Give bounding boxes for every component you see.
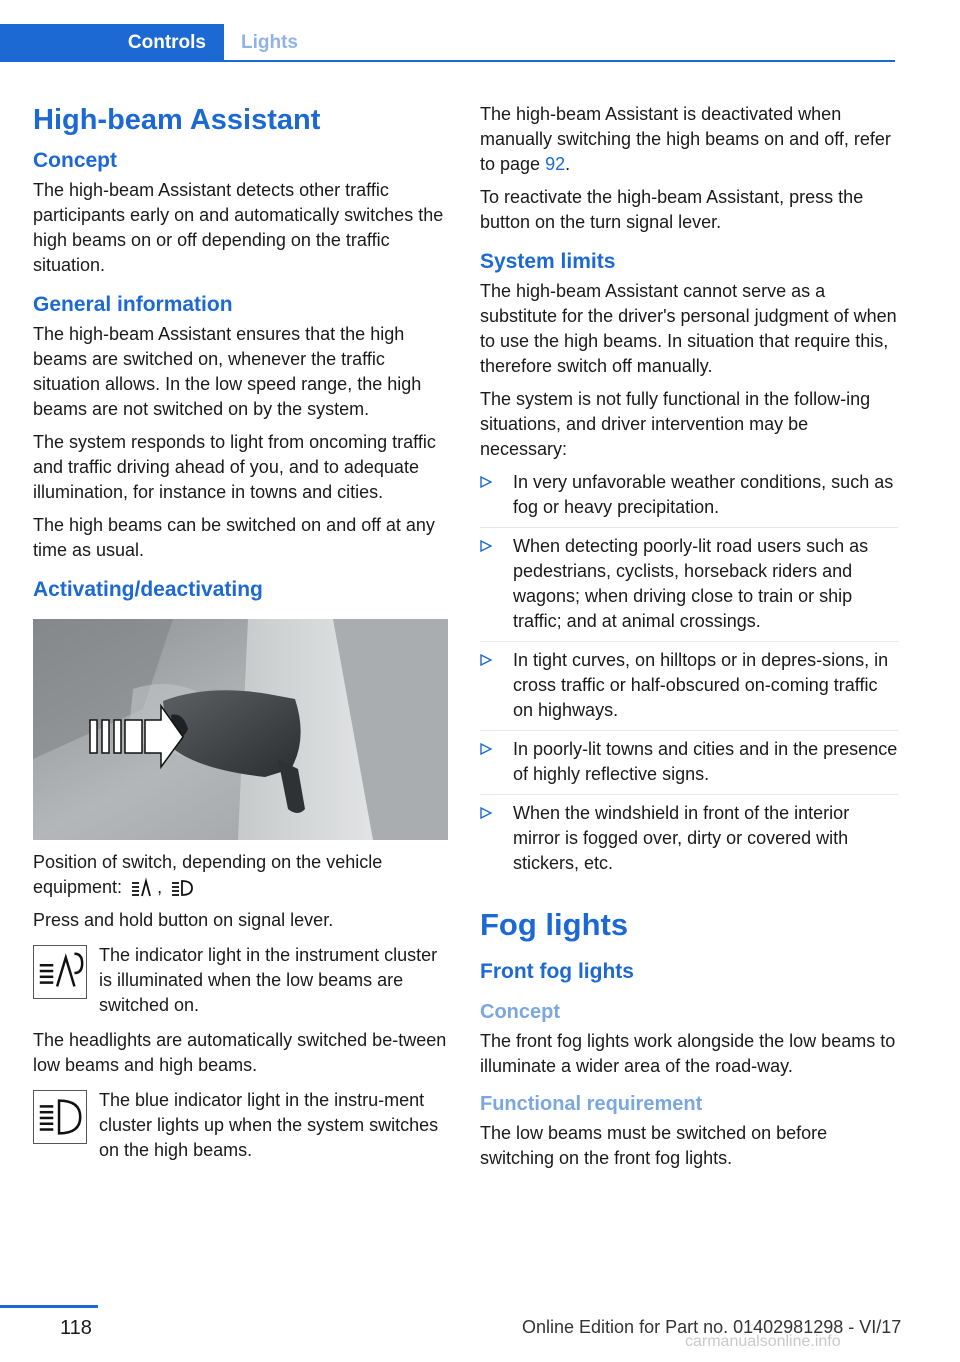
reactivation-text: To reactivate the high-beam Assistant, press the button on the turn signal lever. (480, 187, 864, 232)
system-limits-p2: The system is not fully functional in the follow‐ing situations, and driver intervention may be necessary: (480, 389, 871, 459)
edition-text: Online Edition for Part no. 01402981298 - VI/17 (522, 1317, 902, 1337)
position-text: Position of switch, depending on the vehicle equipment: , (33, 850, 448, 900)
fog-concept-text: The front fog lights work alongside the low beams to illuminate a wider area of the road‐way. (480, 1031, 896, 1076)
auto-switch-text: The headlights are automatically switched be‐tween low beams and high beams. (33, 1030, 447, 1075)
bullet-triangle-icon (480, 807, 492, 819)
fog-concept-heading: Concept (480, 1001, 560, 1023)
general-info-p1: The high-beam Assistant ensures that the high beams are switched on, whenever the traffic situation allows. In the low speed range, the high beams are not switched on by the system. (33, 324, 422, 419)
system-limits-heading: System limits (480, 250, 616, 273)
high-beam-symbol-icon (171, 877, 193, 899)
fog-lights-title: Fog lights (480, 907, 629, 942)
high-beam-indicator-icon (33, 1090, 87, 1144)
indicator1-text: The indicator light in the instrument cluster is illuminated when the low beams are switched on. (99, 945, 438, 1015)
turn-signal-lever-photo (33, 619, 448, 840)
functional-requirement-heading: Functional requirement (480, 1093, 703, 1115)
indicator-row-high-beam (33, 1088, 448, 1163)
tab-lights[interactable]: Lights (241, 32, 298, 53)
bullet-triangle-icon (480, 743, 492, 755)
indicator-row-assistant (33, 943, 448, 1018)
page-reference-link[interactable]: 92 (545, 154, 566, 174)
header-divider (224, 60, 895, 62)
header-bar (0, 24, 895, 62)
list-item: When the windshield in front of the interior mirror is fogged over, dirty or covered with stickers, etc. (480, 801, 898, 883)
concept-text: The high-beam Assistant detects other traffic participants early on and automatically switches the high beams on or off depending on the traffic situation. (33, 180, 444, 275)
tab-controls[interactable]: Controls (0, 24, 224, 62)
bullet-triangle-icon (480, 476, 492, 488)
functional-requirement-text: The low beams must be switched on before switching on the front fog lights. (480, 1123, 828, 1168)
section-title: High-beam Assistant (33, 104, 321, 136)
page-number: 118 (60, 1317, 92, 1339)
high-beam-assistant-symbol-icon (131, 877, 153, 899)
press-text: Press and hold button on signal lever. (33, 910, 334, 930)
indicator2-text: The blue indicator light in the instru‐ment cluster lights up when the system switches on the high beams. (99, 1090, 439, 1160)
general-info-p3: The high beams can be switched on and off at any time as usual. (33, 515, 435, 560)
list-item: In poorly-lit towns and cities and in the presence of highly reflective signs. (480, 737, 898, 795)
concept-heading: Concept (33, 149, 117, 172)
front-fog-lights-heading: Front fog lights (480, 960, 634, 983)
footer-divider (0, 1305, 98, 1308)
general-info-heading: General information (33, 293, 233, 316)
left-column (33, 100, 448, 1173)
watermark: carmanualsonline.info (685, 1333, 841, 1350)
bullet-triangle-icon (480, 654, 492, 666)
system-limits-list (480, 470, 898, 883)
deactivation-text: The high-beam Assistant is deactivated when manually switching the high beams on and off, refer to page 92. (480, 104, 891, 174)
activating-heading: Activating/deactivating (33, 578, 263, 601)
bullet-triangle-icon (480, 540, 492, 552)
system-limits-p1: The high-beam Assistant cannot serve as a substitute for the driver's personal judgment of when to use the high beams. In situation that require this, therefore switch off manually. (480, 281, 897, 376)
right-column (480, 102, 898, 1179)
list-item: In tight curves, on hilltops or in depres‐sions, in cross traffic or half-obscured on‐coming traffic on highways. (480, 648, 898, 731)
list-item: When detecting poorly-lit road users such as pedestrians, cyclists, horseback riders and wagons; when driving close to train or ship traffic; and at animal crossings. (480, 534, 898, 642)
high-beam-assistant-indicator-icon (33, 945, 87, 999)
list-item: In very unfavorable weather conditions, such as fog or heavy precipitation. (480, 470, 898, 528)
general-info-p2: The system responds to light from oncoming traffic and traffic driving ahead of you, and to adequate illumination, for instance in towns and cities. (33, 432, 436, 502)
